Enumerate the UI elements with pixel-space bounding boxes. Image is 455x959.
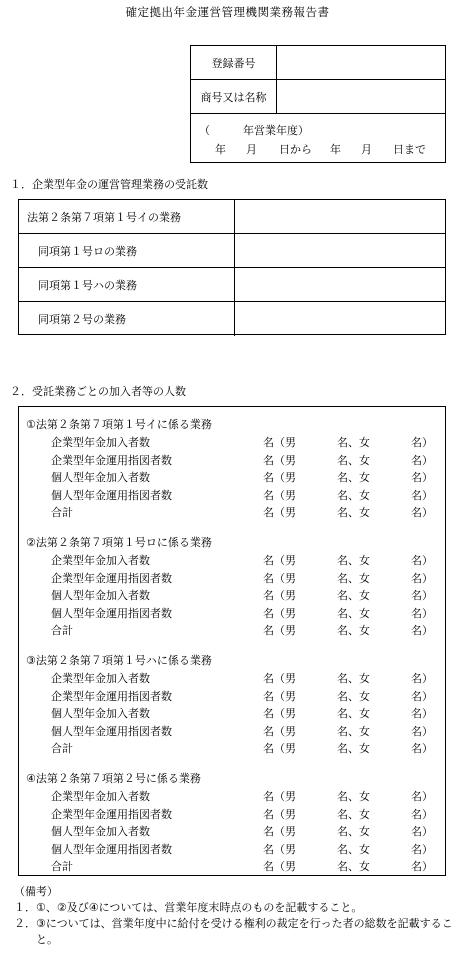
member-count-row [19, 841, 445, 857]
notes-heading: （備考） [14, 885, 58, 898]
unit-close-label: 名） [411, 707, 433, 720]
unit-male-label: 名（男 [263, 707, 296, 720]
unit-close-label: 名） [411, 453, 433, 467]
unit-female-label: 名、女 [337, 606, 370, 620]
member-category-label: 個人型年金運用指図者数 [51, 842, 172, 856]
member-category-label: 企業型年金運用指図者数 [51, 453, 172, 467]
registration-number-row [191, 46, 445, 80]
group-title: ②法第２条第７項第１号ロに係る業務 [26, 536, 212, 549]
member-category-label: 合計 [51, 624, 73, 637]
member-count-row [19, 434, 445, 450]
member-category-label: 合計 [51, 742, 73, 755]
period-to-year: 年 [330, 143, 341, 156]
member-count-row [19, 570, 445, 586]
unit-male-label: 名（男 [263, 672, 296, 685]
business-row-label: 同項第２号の業務 [19, 302, 235, 336]
unit-close-label: 名） [411, 624, 433, 637]
members-count-box [18, 406, 446, 876]
business-row [19, 268, 445, 302]
unit-close-label: 名） [411, 589, 433, 602]
unit-male-label: 名（男 [263, 436, 296, 449]
unit-female-label: 名、女 [337, 807, 370, 821]
member-count-row [19, 705, 445, 721]
unit-female-label: 名、女 [337, 842, 370, 856]
period-from-year: 年 [215, 143, 226, 156]
group-title: ④法第２条第７項第２号に係る業務 [26, 772, 201, 785]
member-count-row [19, 670, 445, 686]
unit-close-label: 名） [411, 724, 433, 738]
unit-male-label: 名（男 [263, 589, 296, 602]
section1-heading: １．企業型年金の運営管理業務の受託数 [10, 178, 208, 191]
unit-close-label: 名） [411, 807, 433, 821]
business-count-table [18, 199, 446, 335]
unit-close-label: 名） [411, 488, 433, 502]
trade-name-label: 商号又は名称 [191, 80, 277, 113]
unit-female-label: 名、女 [337, 624, 370, 637]
trade-name-row [191, 80, 445, 114]
member-count-row [19, 723, 445, 739]
member-category-label: 企業型年金加入者数 [51, 436, 150, 449]
section2-heading: ２．受託業務ごとの加入者等の人数 [10, 385, 186, 398]
member-count-row [19, 740, 445, 756]
unit-close-label: 名） [411, 790, 433, 803]
member-count-row [19, 552, 445, 568]
unit-male-label: 名（男 [263, 689, 296, 703]
unit-male-label: 名（男 [263, 471, 296, 484]
unit-female-label: 名、女 [337, 554, 370, 567]
unit-male-label: 名（男 [263, 571, 296, 585]
member-category-label: 合計 [51, 506, 73, 519]
unit-close-label: 名） [411, 506, 433, 519]
business-row-label: 法第２条第７項第１号イの業務 [19, 200, 235, 233]
unit-female-label: 名、女 [337, 488, 370, 502]
member-category-label: 個人型年金運用指図者数 [51, 606, 172, 620]
unit-female-label: 名、女 [337, 453, 370, 467]
unit-female-label: 名、女 [337, 707, 370, 720]
unit-male-label: 名（男 [263, 807, 296, 821]
note-item: ２．③については、営業年度中に給付を受ける権利の裁定を行った者の総数を記載すること。 [14, 917, 453, 946]
unit-male-label: 名（男 [263, 842, 296, 856]
unit-male-label: 名（男 [263, 624, 296, 637]
member-category-label: 個人型年金運用指図者数 [51, 724, 172, 738]
member-category-label: 企業型年金加入者数 [51, 672, 150, 685]
unit-close-label: 名） [411, 842, 433, 856]
member-count-row [19, 688, 445, 704]
unit-male-label: 名（男 [263, 825, 296, 838]
member-category-label: 個人型年金加入者数 [51, 589, 150, 602]
unit-close-label: 名） [411, 689, 433, 703]
business-row-label: 同項第１号ハの業務 [19, 268, 235, 301]
group-title: ①法第２条第７項第１号イに係る業務 [26, 418, 212, 431]
unit-female-label: 名、女 [337, 742, 370, 755]
member-count-row [19, 605, 445, 621]
member-category-label: 企業型年金運用指図者数 [51, 689, 172, 703]
document-title: 確定拠出年金運営管理機関業務報告書 [125, 5, 330, 19]
member-count-row [19, 788, 445, 804]
unit-female-label: 名、女 [337, 689, 370, 703]
business-row [19, 302, 445, 336]
unit-female-label: 名、女 [337, 471, 370, 484]
member-category-label: 企業型年金加入者数 [51, 790, 150, 803]
unit-close-label: 名） [411, 436, 433, 449]
unit-close-label: 名） [411, 860, 433, 873]
unit-close-label: 名） [411, 825, 433, 838]
member-category-label: 個人型年金運用指図者数 [51, 488, 172, 502]
member-category-label: 企業型年金運用指図者数 [51, 807, 172, 821]
registration-number-label: 登録番号 [191, 46, 277, 79]
member-count-row [19, 858, 445, 874]
unit-close-label: 名） [411, 606, 433, 620]
member-category-label: 企業型年金運用指図者数 [51, 571, 172, 585]
unit-female-label: 名、女 [337, 589, 370, 602]
business-row [19, 200, 445, 234]
member-count-row [19, 806, 445, 822]
period-to-day: 日まで [393, 143, 426, 156]
unit-close-label: 名） [411, 554, 433, 567]
business-row-label: 同項第１号ロの業務 [19, 234, 235, 267]
registration-box [190, 45, 446, 163]
group-title: ③法第２条第７項第１号ハに係る業務 [26, 654, 212, 667]
member-count-row [19, 504, 445, 520]
unit-close-label: 名） [411, 571, 433, 585]
member-count-row [19, 823, 445, 839]
business-row [19, 234, 445, 268]
unit-male-label: 名（男 [263, 453, 296, 467]
member-category-label: 個人型年金加入者数 [51, 825, 150, 838]
unit-female-label: 名、女 [337, 825, 370, 838]
member-category-label: 個人型年金加入者数 [51, 471, 150, 484]
unit-female-label: 名、女 [337, 571, 370, 585]
unit-female-label: 名、女 [337, 436, 370, 449]
member-count-row [19, 452, 445, 468]
unit-female-label: 名、女 [337, 672, 370, 685]
unit-female-label: 名、女 [337, 860, 370, 873]
unit-male-label: 名（男 [263, 488, 296, 502]
member-category-label: 合計 [51, 860, 73, 873]
member-category-label: 企業型年金加入者数 [51, 554, 150, 567]
unit-male-label: 名（男 [263, 606, 296, 620]
unit-male-label: 名（男 [263, 742, 296, 755]
member-category-label: 個人型年金加入者数 [51, 707, 150, 720]
unit-close-label: 名） [411, 672, 433, 685]
unit-close-label: 名） [411, 471, 433, 484]
unit-close-label: 名） [411, 742, 433, 755]
unit-female-label: 名、女 [337, 506, 370, 519]
period-from-month: 月 [246, 143, 257, 156]
unit-male-label: 名（男 [263, 790, 296, 803]
period-from-day: 日から [279, 143, 312, 156]
member-count-row [19, 487, 445, 503]
member-count-row [19, 469, 445, 485]
fiscal-year-label: 年営業年度） [243, 124, 309, 137]
unit-male-label: 名（男 [263, 506, 296, 519]
unit-male-label: 名（男 [263, 860, 296, 873]
unit-male-label: 名（男 [263, 554, 296, 567]
member-count-row [19, 587, 445, 603]
notes-section [14, 884, 454, 948]
note-item: １．①、②及び④については、営業年度末時点のものを記載すること。 [14, 901, 363, 914]
member-count-row [19, 622, 445, 638]
unit-male-label: 名（男 [263, 724, 296, 738]
period-to-month: 月 [361, 143, 372, 156]
unit-female-label: 名、女 [337, 790, 370, 803]
fiscal-year-open-paren: （ [199, 124, 210, 137]
unit-female-label: 名、女 [337, 724, 370, 738]
